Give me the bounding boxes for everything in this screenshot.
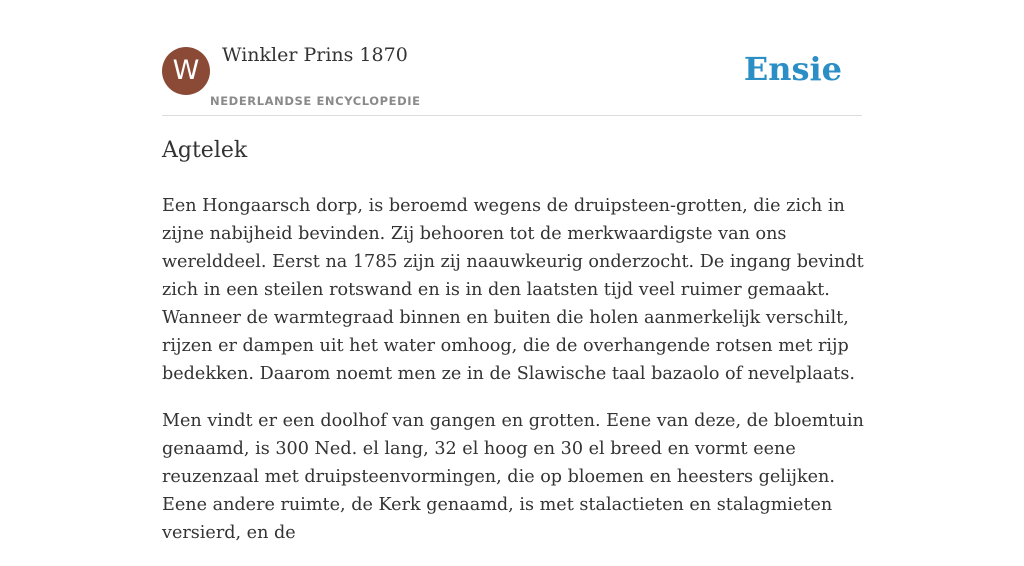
article-paragraph: Men vindt er een doolhof van gangen en grotten. Eene van deze, de bloemtuin genaamd, is 300 Ned. el lang, 32 el hoog en 30 el breed en vormt eene reuzenzaal met druipsteenvormingen, die op bloemen en heesters gelijken. Eene andere ruimte, de Kerk genaamd, is met stalactieten en stalagmieten versierd, en de bbox=[162, 411, 864, 543]
brand-logo-link[interactable]: Ensie bbox=[743, 50, 842, 88]
article-paragraph: Een Hongaarsch dorp, is beroemd wegens de druipsteen-grotten, die zich in zijne nabijheid bevinden. Zij behooren tot de merkwaardigste van ons werelddeel. Eerst na 1785 zijn zij naauwkeurig onderzocht. De ingang bevindt zich in een steilen rotswand en is in den laatsten tijd veel ruimer gemaakt. Wanneer de warmtegraad binnen en buiten die holen aanmerkelijk verschilt, rijzen er dampen uit het water omhoog, die de overhangende rotsen met rijp bedekken. Daarom noemt men ze in de Slawische taal bazaolo of nevelplaats. bbox=[162, 196, 864, 384]
article-body bbox=[162, 192, 866, 566]
article-title: Agtelek bbox=[162, 138, 248, 163]
source-title[interactable]: Winkler Prins 1870 bbox=[222, 44, 408, 66]
source-avatar[interactable]: W bbox=[162, 47, 210, 95]
source-subtitle: NEDERLANDSE ENCYCLOPEDIE bbox=[210, 94, 421, 108]
header bbox=[162, 0, 862, 116]
